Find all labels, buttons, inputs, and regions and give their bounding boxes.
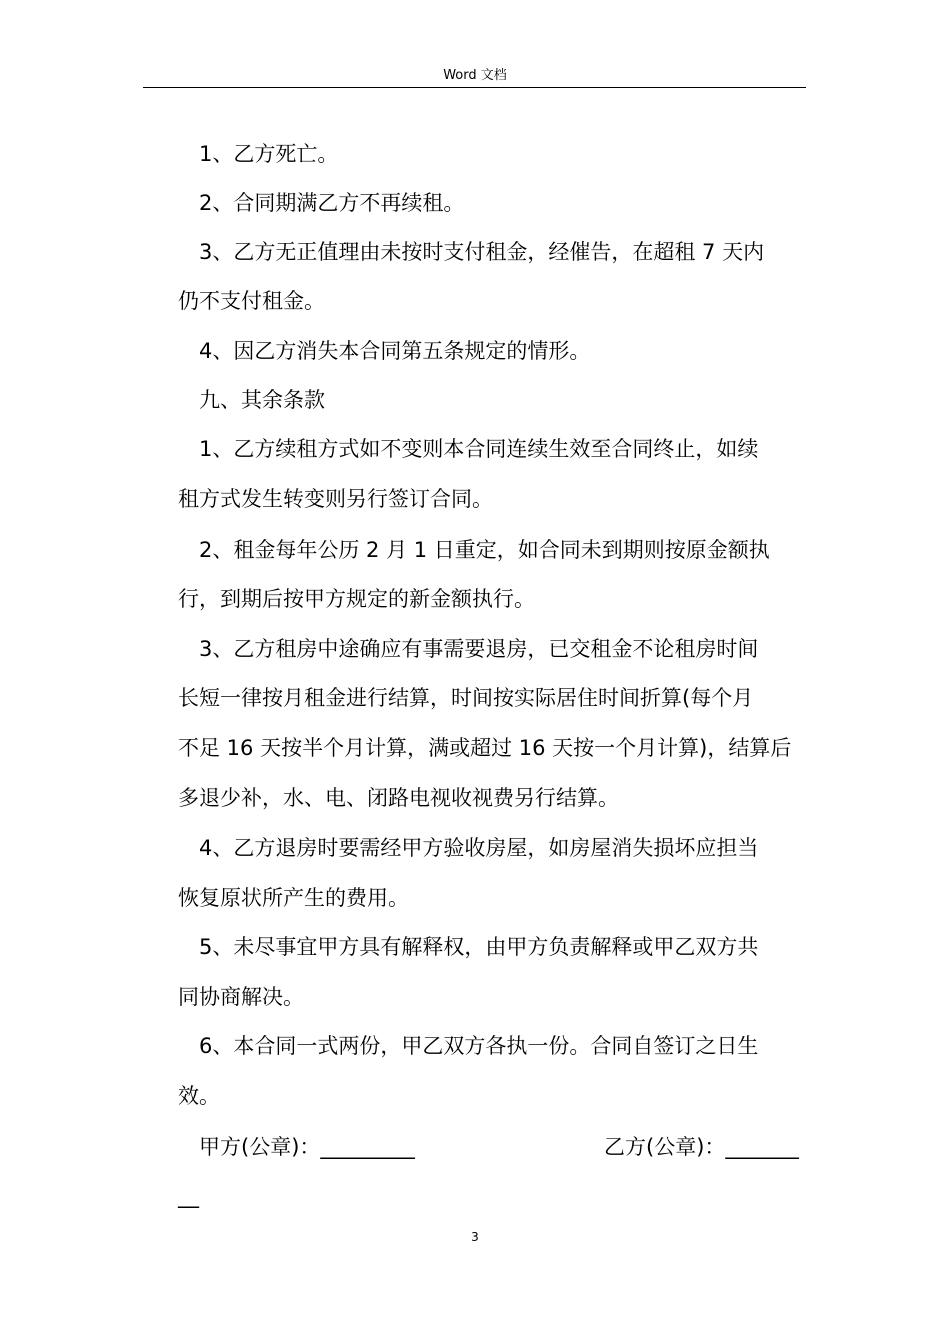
signature-continuation: __ — [178, 1184, 199, 1208]
paragraph-line: 1、乙方死亡。 — [199, 142, 339, 166]
paragraph-line: 1、乙方续租方式如不变则本合同连续生效至合同终止，如续 — [199, 437, 759, 461]
paragraph-line: 5、未尽事宜甲方具有解释权，由甲方负责解释或甲乙双方共 — [199, 935, 759, 959]
paragraph-line: 3、乙方租房中途确应有事需要退房，已交租金不论租房时间 — [199, 637, 759, 661]
paragraph-line: 6、本合同一式两份，甲乙双方各执一份。合同自签订之日生 — [199, 1034, 759, 1058]
paragraph-line: 租方式发生转变则另行签订合同。 — [178, 487, 493, 511]
paragraph-line: 效。 — [178, 1084, 220, 1108]
paragraph-line: 4、因乙方消失本合同第五条规定的情形。 — [199, 339, 591, 363]
paragraph-line: 长短一律按月租金进行结算，时间按实际居住时间折算(每个月 — [178, 686, 754, 710]
paragraph-line: 2、租金每年公历 2 月 1 日重定，如合同未到期则按原金额执 — [199, 538, 770, 562]
paragraph-line: 2、合同期满乙方不再续租。 — [199, 191, 465, 215]
section-heading: 九、其余条款 — [199, 388, 325, 412]
paragraph-line: 4、乙方退房时要需经甲方验收房屋，如房屋消失损坏应担当 — [199, 836, 759, 860]
header-rule — [143, 87, 806, 88]
paragraph-line: 多退少补，水、电、闭路电视收视费另行结算。 — [178, 786, 619, 810]
paragraph-line: 仍不支付租金。 — [178, 289, 325, 313]
page-header: Word 文档 — [443, 68, 507, 83]
paragraph-line: 3、乙方无正值理由未按时支付租金，经催告，在超租 7 天内 — [199, 240, 765, 264]
signature-party-b: 乙方(公章)：_______ — [604, 1135, 799, 1159]
paragraph-line: 同协商解决。 — [178, 985, 304, 1009]
paragraph-line: 恢复原状所产生的费用。 — [178, 886, 409, 910]
page-number: 3 — [471, 1230, 479, 1244]
paragraph-line: 行，到期后按甲方规定的新金额执行。 — [178, 587, 535, 611]
paragraph-line: 不足 16 天按半个月计算，满或超过 16 天按一个月计算)，结算后 — [178, 736, 792, 760]
signature-party-a: 甲方(公章)：_________ — [199, 1135, 415, 1159]
